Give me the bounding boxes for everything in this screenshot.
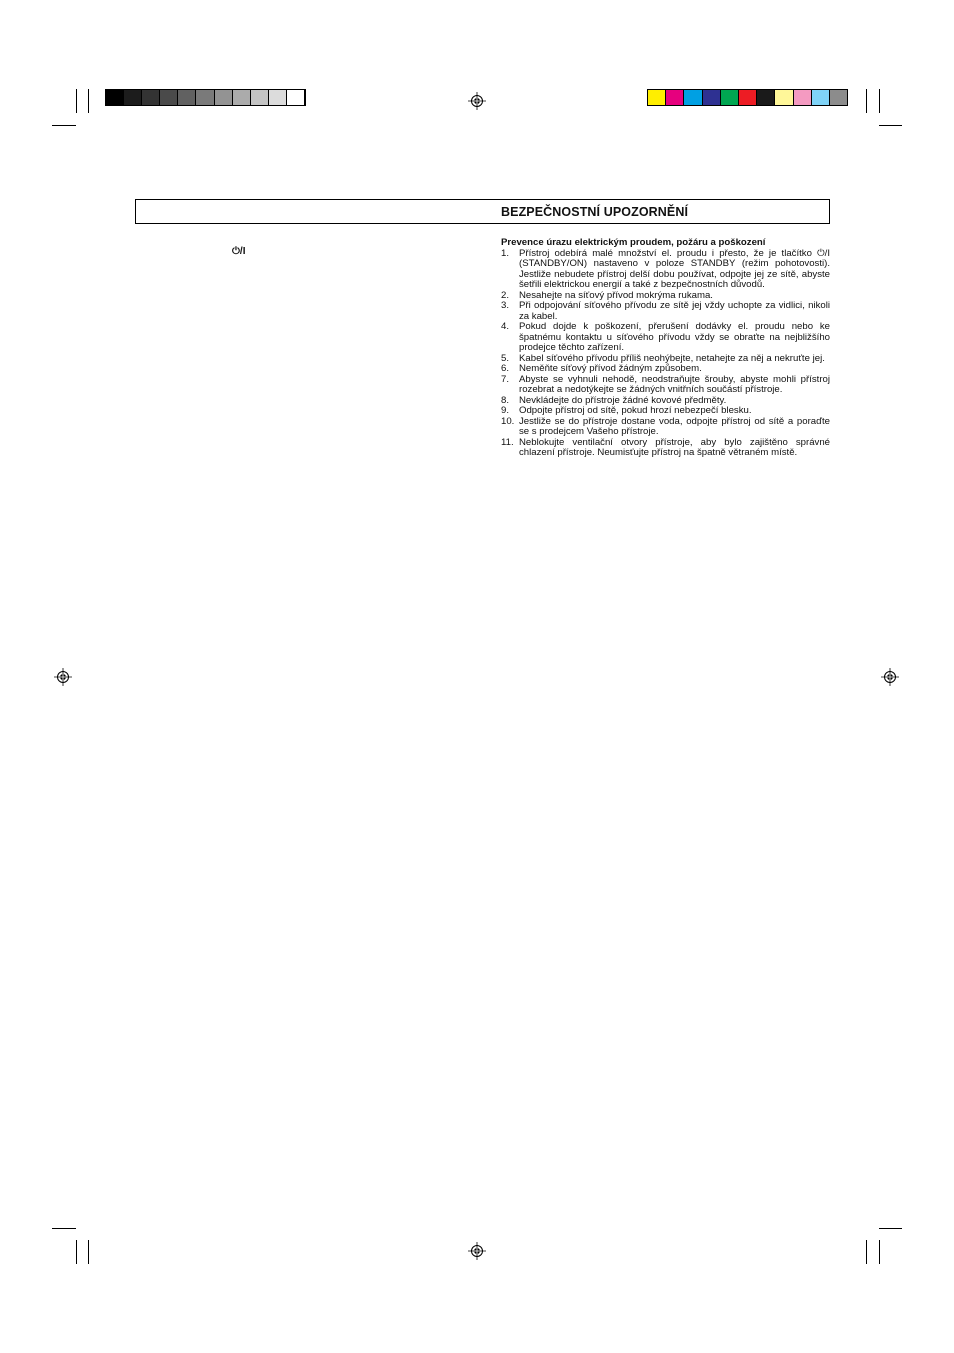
list-item-number: 2. [501, 289, 510, 301]
color-swatch [124, 90, 142, 105]
registration-mark-icon [468, 92, 486, 110]
color-swatch [142, 90, 160, 105]
crop-mark [88, 1240, 89, 1264]
color-swatch [830, 90, 847, 105]
color-swatch [160, 90, 178, 105]
color-swatch [812, 90, 830, 105]
safety-section [501, 238, 830, 459]
list-item-text: Neblokujte ventilační otvory přístroje, aby bylo zajištěno správné chlazení přístroje. Neumisťujte přístroj na špatně větraném místě. [519, 436, 830, 458]
list-item [501, 301, 830, 322]
crop-mark [879, 1240, 880, 1264]
list-item-text: Pokud dojde k poškození, přerušení dodávky el. proudu nebo ke špatnému kontaktu u síťového přívodu vždy se obraťte na nejbližšího prodejce těchto zařízení. [519, 321, 830, 353]
color-swatch [196, 90, 214, 105]
crop-mark [866, 89, 867, 113]
list-item-number: 10. [501, 415, 515, 427]
color-swatch [251, 90, 269, 105]
registration-mark-icon [54, 668, 72, 686]
list-item [501, 438, 830, 459]
safety-list [501, 249, 830, 459]
color-swatch [775, 90, 793, 105]
color-swatch [269, 90, 287, 105]
registration-mark-icon [881, 668, 899, 686]
list-item-number: 11. [501, 436, 514, 448]
color-swatch [666, 90, 684, 105]
color-swatch [739, 90, 757, 105]
color-swatch [648, 90, 666, 105]
crop-mark [879, 89, 880, 113]
crop-mark [76, 1240, 77, 1264]
list-item-text: Přístroj odebírá malé množství el. proudu i přesto, že je tlačítko ⏻/I (STANDBY/ON) nastaveno v poloze STANDBY (režim pohotovosti). Jestliže nebudete přístroj delší dobu používat, odpojte jej ze sítě, abyste šetřili elektrickou energií a také z bezpečnostních důvodů. [519, 247, 830, 290]
list-item-number: 6. [501, 363, 510, 374]
color-swatch [757, 90, 775, 105]
list-item [501, 375, 830, 396]
list-item [501, 249, 830, 291]
crop-mark [76, 89, 77, 113]
list-item-text: Abyste se vyhnuli nehodě, neodstraňujte šrouby, abyste mohli přístroj rozebrat a nedotýkejte se žádných vnitřních součástí přístroje. [519, 373, 830, 395]
process-color-bar [647, 89, 848, 106]
color-swatch [794, 90, 812, 105]
color-swatch [703, 90, 721, 105]
page-title: BEZPEČNOSTNÍ UPOZORNĚNÍ [501, 205, 689, 219]
registration-mark-icon [468, 1242, 486, 1260]
list-item [501, 406, 830, 417]
list-item-text: Při odpojování síťového přívodu ze sítě jej vždy uchopte za vidlici, nikoli za kabel. [519, 300, 830, 322]
list-item-text: Odpojte přístroj od sítě, pokud hrozí nebezpečí blesku. [519, 405, 752, 416]
list-item [501, 322, 830, 354]
crop-mark [88, 89, 89, 113]
list-item-number: 8. [501, 394, 510, 406]
color-swatch [106, 90, 124, 105]
crop-mark [52, 125, 76, 126]
list-item [501, 417, 830, 438]
crop-mark [879, 125, 902, 126]
color-swatch [215, 90, 233, 105]
crop-mark [52, 1228, 76, 1229]
list-item-number: 3. [501, 300, 510, 311]
list-item-number: 1. [501, 247, 510, 259]
list-item-number: 4. [501, 321, 510, 332]
list-item-text: Nevkládejte do přístroje žádné kovové předměty. [519, 394, 727, 406]
list-item-text: Kabel síťového přívodu příliš neohýbejte, netahejte za něj a nekruťte jej. [519, 352, 825, 364]
list-item-number: 5. [501, 352, 510, 364]
list-item-text: Nesahejte na síťový přívod mokrýma rukama. [519, 289, 713, 301]
color-swatch [178, 90, 196, 105]
list-item-text: Jestliže se do přístroje dostane voda, odpojte přístroj od sítě a poraďte se s prodejcem Vašeho přístroje. [519, 415, 830, 437]
list-item [501, 364, 830, 375]
list-item-text: Neměňte síťový přívod žádným způsobem. [519, 363, 702, 374]
gray-color-bar [105, 89, 306, 106]
list-item-number: 7. [501, 373, 510, 385]
color-swatch [287, 90, 305, 105]
section-heading: Prevence úrazu elektrickým proudem, požáru a poškození [501, 237, 766, 248]
crop-mark [879, 1228, 902, 1229]
color-swatch [684, 90, 702, 105]
color-swatch [721, 90, 739, 105]
standby-on-icon: ⏻/I [232, 246, 246, 257]
crop-mark [866, 1240, 867, 1264]
list-item-number: 9. [501, 405, 510, 416]
section-header-box [135, 199, 830, 224]
color-swatch [233, 90, 251, 105]
